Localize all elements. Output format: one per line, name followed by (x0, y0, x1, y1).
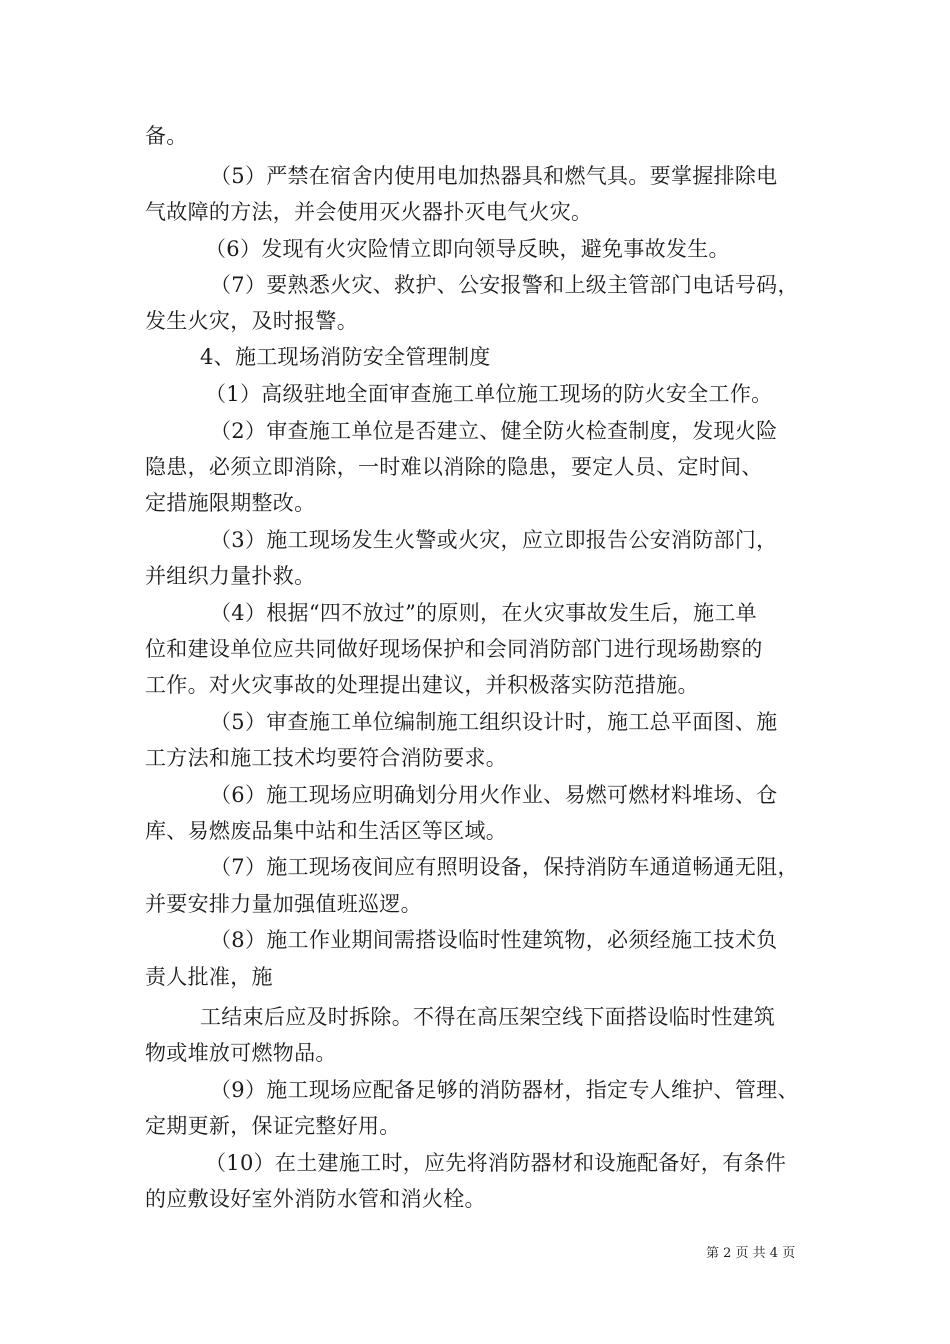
text-line: 工作。对火灾事故的处理提出建议，并积极落实防范措施。 (145, 673, 699, 697)
text-line: （7）要熟悉火灾、救护、公安报警和上级主管部门电话号码， (210, 273, 799, 297)
text-line: （6）施工现场应明确划分用火作业、易燃可燃材料堆场、仓 (210, 783, 778, 807)
text-line: 责人批准，施 (145, 965, 273, 989)
text-line: （10）在土建施工时，应先将消防器材和设施配备好，有条件 (205, 1151, 787, 1175)
text-line: 并组织力量扑救。 (145, 564, 316, 588)
text-line: 物或堆放可燃物品。 (145, 1041, 337, 1065)
text-line: 工结束后应及时拆除。不得在高压架空线下面搭设临时性建筑 (200, 1005, 776, 1029)
text-line: （9）施工现场应配备足够的消防器材，指定专人维护、管理、 (210, 1078, 799, 1102)
text-line: （1）高级驻地全面审查施工单位施工现场的防火安全工作。 (205, 382, 773, 406)
page-number-footer: 第 2 页 共 4 页 (706, 1246, 796, 1261)
text-line: （5）严禁在宿舍内使用电加热器具和燃气具。要掌握排除电 (210, 164, 778, 188)
text-line: 并要安排力量加强值班巡逻。 (145, 892, 422, 916)
text-line: （7）施工现场夜间应有照明设备，保持消防车通道畅通无阻， (210, 855, 799, 879)
text-line: 工方法和施工技术均要符合消防要求。 (145, 746, 508, 770)
text-line: 定措施限期整改。 (145, 491, 316, 515)
text-line: （5）审查施工单位编制施工组织设计时，施工总平面图、施 (210, 710, 778, 734)
text-line: 备。 (145, 124, 188, 148)
text-line: 气故障的方法，并会使用灭火器扑灭电气火灾。 (145, 200, 593, 224)
text-line: 的应敷设好室外消防水管和消火栓。 (145, 1187, 486, 1211)
text-line: （2）审查施工单位是否建立、健全防火检查制度，发现火险 (210, 419, 778, 443)
text-line: 发生火灾，及时报警。 (145, 309, 358, 333)
section-heading: 4、施工现场消防安全管理制度 (200, 345, 491, 369)
text-line: 定期更新，保证完整好用。 (145, 1114, 401, 1138)
text-line: （8）施工作业期间需搭设临时性建筑物，必须经施工技术负 (210, 928, 778, 952)
text-line: 隐患，必须立即消除，一时难以消除的隐患，要定人员、定时间、 (145, 455, 763, 479)
text-line: （3）施工现场发生火警或火灾，应立即报告公安消防部门， (210, 528, 778, 552)
text-line: （4）根据“四不放过”的原则，在火灾事故发生后，施工单 (210, 601, 757, 625)
text-line: （6）发现有火灾险情立即向领导反映，避免事故发生。 (205, 237, 730, 261)
text-line: 位和建设单位应共同做好现场保护和会同消防部门进行现场勘察的 (145, 637, 763, 661)
text-line: 库、易燃废品集中站和生活区等区域。 (145, 819, 508, 843)
